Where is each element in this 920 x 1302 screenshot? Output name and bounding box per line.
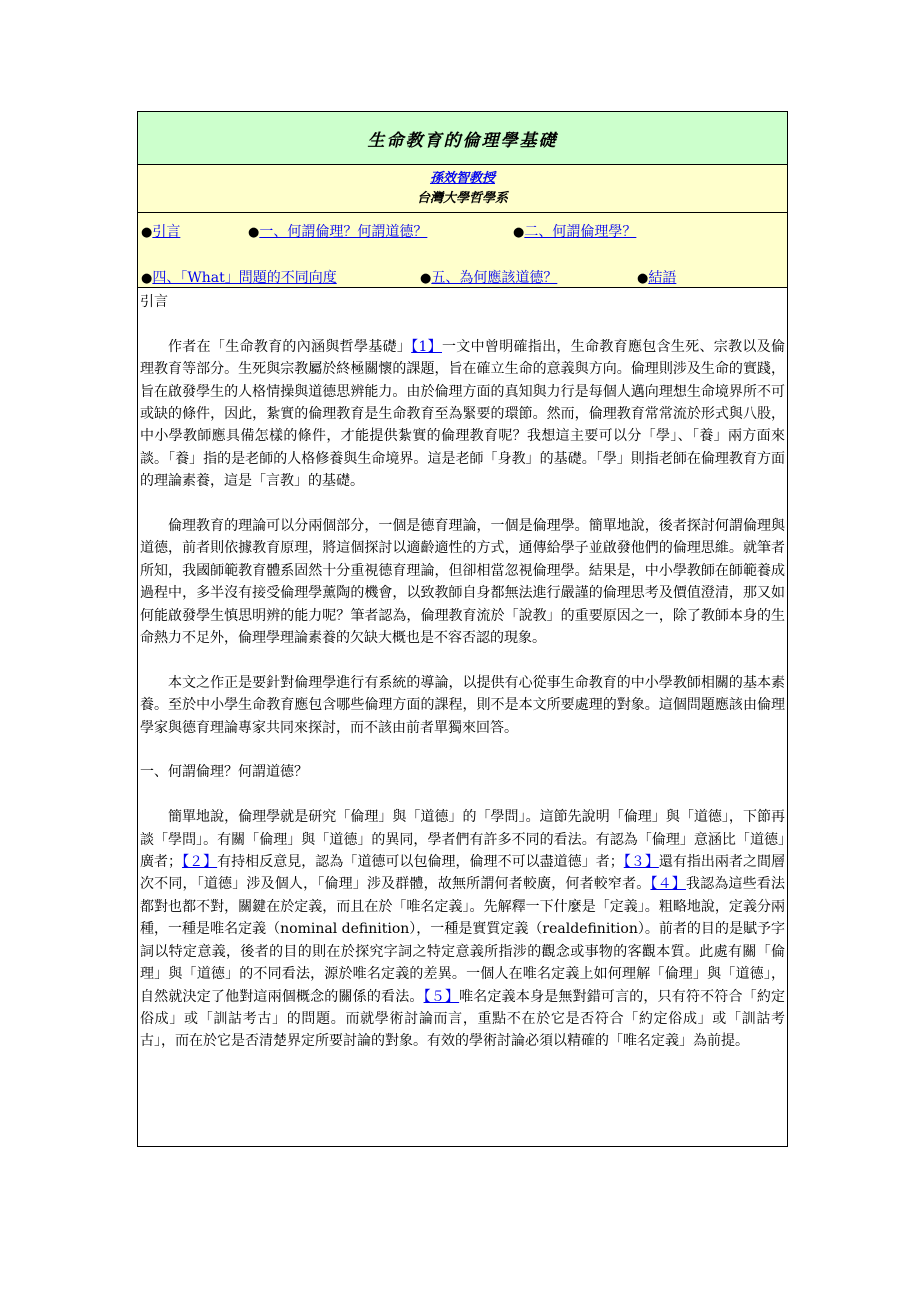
document-table: [137, 111, 788, 1147]
footnote-link-4[interactable]: 【４】: [650, 876, 686, 893]
nav-link-section-1[interactable]: 一、何謂倫理？何謂道德？: [259, 224, 428, 240]
nav-item-conclusion: [637, 267, 676, 287]
bullet-icon: ●: [248, 225, 260, 240]
footnote-link-1[interactable]: 【1】: [411, 338, 442, 355]
bullet-icon: ●: [141, 225, 153, 240]
nav-link-intro[interactable]: 引言: [152, 224, 181, 240]
nav-link-conclusion[interactable]: 結語: [648, 270, 677, 286]
footnote-link-5[interactable]: 【５】: [423, 988, 460, 1005]
bullet-icon: ●: [420, 271, 432, 286]
nav-item-section-5: [420, 267, 557, 287]
nav-item-section-4: [141, 267, 337, 287]
footnote-link-3[interactable]: 【３】: [623, 854, 659, 871]
paragraph: 倫理教育的理論可以分兩個部分，一個是德育理論，一個是倫理學。簡單地說，後者探討何謂倫理與道德，前者則依據教育原理，將這個探討以適齡適性的方式，通傳給學子並啟發他們的倫理思維。就筆者所知，我國師範教育體系固然十分重視德育理論，但卻相當忽視倫理學。結果是，中小學教師在師範養成過程中，多半沒有接受倫理學薰陶的機會，以致教師自身都無法進行嚴謹的倫理思考及價值澄清，那又如何能啟發學生慎思明辨的能力呢？筆者認為，倫理教育流於「說教」的重要原因之一，除了教師本身的生命熱力不足外，倫理學理論素養的欠缺大概也是不容否認的現象。: [140, 518, 785, 647]
nav-item-intro: [141, 221, 180, 241]
title-row: [138, 112, 787, 165]
nav-item-section-1: [248, 221, 427, 241]
nav-link-section-2[interactable]: 二、何謂倫理學？: [524, 224, 637, 240]
nav-link-section-5[interactable]: 五、為何應該道德？: [431, 270, 558, 286]
article-body: [138, 288, 787, 1053]
paragraph: 作者在「生命教育的內涵與哲學基礎」【1】一文中曾明確指出，生命教育應包含生死、宗教以及倫理教育等部分。生死與宗教屬於終極關懷的課題，旨在確立生命的意義與方向。倫理則涉及生命的實踐，旨在啟發學生的人格情操與道德思辨能力。由於倫理方面的真知與力行是每個人邁向理想生命境界所不可或缺的條件，因此，紮實的倫理教育是生命教育至為緊要的環節。然而，倫理教育常常流於形式與八股，中小學教師應具備怎樣的條件，才能提供紮實的倫理教育呢？我想這主要可以分「學」、「養」兩方面來談。「養」指的是老師的人格修養與生命境界。這是老師「身教」的基礎。「學」則指老師在倫理教育方面的理論素養，這是「言教」的基礎。: [140, 338, 785, 490]
author-row: [138, 165, 787, 213]
section-heading-intro: 引言: [140, 294, 168, 310]
bullet-icon: ●: [637, 271, 649, 286]
nav-link-section-4[interactable]: 四、「What」問題的不同向度: [152, 270, 337, 286]
author-link[interactable]: 孫效智教授: [429, 171, 495, 186]
author-dept: 台灣大學哲學系: [416, 191, 508, 206]
section-heading-1: 一、何謂倫理？何謂道德？: [140, 764, 308, 781]
bullet-icon: ●: [513, 225, 525, 240]
section-nav: [138, 213, 787, 288]
paragraph: 簡單地說，倫理學就是研究「倫理」與「道德」的「學問」。這節先說明「倫理」與「道德」，下節再談「學問」。有關「倫理」與「道德」的異同，學者們有許多不同的看法。有認為「倫理」意涵比「道德」廣者；【２】有持相反意見，認為「道德可以包倫理，倫理不可以盡道德」者；【３】還有指出兩者之間層次不同，「道德」涉及個人，「倫理」涉及群體，故無所謂何者較廣，何者較窄者。【４】我認為這些看法都對也都不對，關鍵在於定義，而且在於「唯名定義」。先解釋一下什麼是「定義」。粗略地說，定義分兩種，一種是唯名定義（nominal definition），一種是實質定義（realdefinition）。前者的目的是賦予字詞以特定意義，後者的目的則在於探究字詞之特定意義所指涉的觀念或事物的客觀本質。此處有關「倫理」與「道德」的不同看法，源於唯名定義的差異。一個人在唯名定義上如何理解「倫理」與「道德」，自然就決定了他對這兩個概念的關係的看法。【５】唯名定義本身是無對錯可言的，只有符不符合「約定俗成」或「訓詁考古」的問題。而就學術討論而言，重點不在於它是否符合「約定俗成」或「訓詁考古」，而在於它是否清楚界定所要討論的對象。有效的學術討論必須以精確的「唯名定義」為前提。: [140, 809, 786, 1050]
footnote-link-2[interactable]: 【２】: [182, 854, 218, 871]
nav-item-section-2: [513, 221, 636, 241]
bullet-icon: ●: [141, 271, 153, 286]
page-title: 生命教育的倫理學基礎: [367, 130, 558, 151]
paragraph: 本文之作正是要針對倫理學進行有系統的導論，以提供有心從事生命教育的中小學教師相關的基本素養。至於中小學生命教育應包含哪些倫理方面的課程，則不是本文所要處理的對象。這個問題應該由倫理學家與德育理論專家共同來探討，而不該由前者單獨來回答。: [140, 674, 785, 736]
